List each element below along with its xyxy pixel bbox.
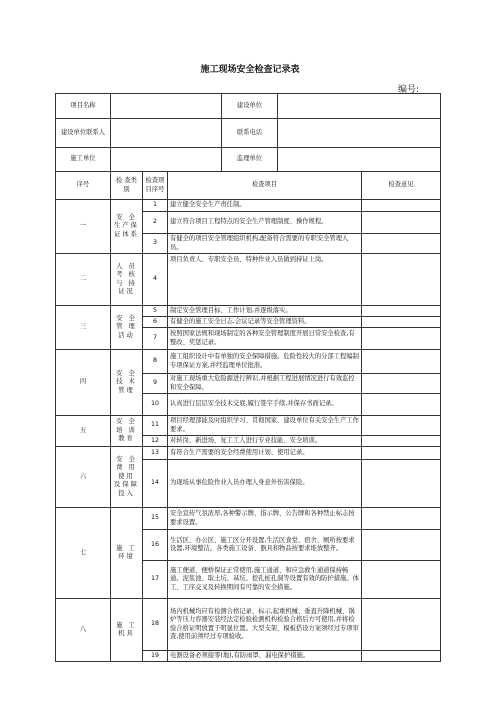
item-no: 3 — [143, 234, 168, 254]
category-seq: 一 — [56, 200, 111, 254]
item-no: 8 — [143, 350, 168, 374]
category-name: 安 全费 用使用 及保障 投入 — [111, 447, 143, 508]
category-name: 安 全生产保 证体系 — [111, 200, 143, 254]
item-no: 17 — [143, 561, 168, 599]
build-unit-value[interactable] — [278, 94, 441, 119]
item-text: 安全宣传气氛浓厚,各种警示牌、指示牌、公告牌和各种禁止标志按要求设置。 — [168, 508, 362, 530]
item-no: 4 — [143, 254, 168, 306]
item-opinion[interactable] — [362, 374, 441, 394]
header-seq: 序号 — [56, 172, 111, 200]
item-no: 14 — [143, 460, 168, 508]
item-no: 18 — [143, 599, 168, 651]
category-seq: 八 — [56, 599, 111, 662]
build-contact-value[interactable] — [111, 119, 222, 148]
item-text: 项目负责人、专职安全员、特种作业人员做到持证上岗。 — [168, 254, 362, 306]
item-text: 为现场从事危险作业人员办理人身意外伤害保险。 — [168, 460, 362, 508]
item-opinion[interactable] — [362, 254, 441, 306]
supervision-unit-label: 监理单位 — [222, 148, 278, 172]
item-text: 有健全的施工安全日志,会议记录等安全管理资料。 — [168, 317, 362, 328]
item-no: 1 — [143, 200, 168, 212]
category-name: 安 全培 训教育 — [111, 416, 143, 447]
item-text: 对施工现场重大危险源进行辨识,并根据工程进展情况进行有效监控和安全保障。 — [168, 374, 362, 394]
header-item-no: 检查项目序号 — [143, 172, 168, 200]
phone-label: 联系电话 — [222, 119, 278, 148]
item-opinion[interactable] — [362, 508, 441, 530]
item-text: 施工便道、便桥保证正常使用,施工通道、和应急救生通道保持畅通。泥浆池、取土坑、基坑、挖孔桩孔洞等设置有效的防护措施。体工、工序交叉及转换期间有可靠的安全措施。 — [168, 561, 362, 599]
item-no: 12 — [143, 436, 168, 447]
item-text: 对转岗、新进场、复工工人进行专业技能、安全培训。 — [168, 436, 362, 447]
category-name: 施 工机具 — [111, 599, 143, 662]
category-seq: 七 — [56, 508, 111, 599]
item-text: 建立健全安全生产责任制。 — [168, 200, 362, 212]
item-no: 16 — [143, 530, 168, 561]
item-text: 按照国家法规和现场制定的各种安全管理制度开展日常安全检查,有整改、奖惩记录。 — [168, 328, 362, 350]
category-seq: 五 — [56, 416, 111, 447]
item-opinion[interactable] — [362, 350, 441, 374]
item-opinion[interactable] — [362, 306, 441, 317]
header-category: 检 查类别 — [111, 172, 143, 200]
category-seq: 六 — [56, 447, 111, 508]
item-no: 10 — [143, 394, 168, 416]
item-text: 施工组织设计中有单独的安全保障措施。危险性较大的分部工程编制专项保证方案,并经监理单位批准。 — [168, 350, 362, 374]
header-opinion: 检查意见 — [362, 172, 441, 200]
document-number-label: 编号: — [398, 85, 420, 95]
item-opinion[interactable] — [362, 328, 441, 350]
project-name-value[interactable] — [111, 94, 222, 119]
item-text: 生活区、办公区、施工区分开设置,生活区食堂、宿舍、厕所按要求设置,环境整洁。各类施工设备、器具和物品按要求堆放整齐。 — [168, 530, 362, 561]
supervision-unit-value[interactable] — [278, 148, 441, 172]
item-opinion[interactable] — [362, 651, 441, 662]
category-name: 施 工环境 — [111, 508, 143, 599]
safety-check-table — [55, 171, 441, 662]
item-opinion[interactable] — [362, 530, 441, 561]
item-no: 19 — [143, 651, 168, 662]
construction-unit-label: 施工单位 — [56, 148, 111, 172]
project-info-table — [55, 93, 441, 172]
item-no: 11 — [143, 416, 168, 436]
phone-value[interactable] — [278, 119, 441, 148]
item-opinion[interactable] — [362, 212, 441, 234]
item-text: 认真进行层层安全技术交底,履行签字手续,并保存书面记录。 — [168, 394, 362, 416]
item-text: 制定安全管理目标、工作计划,并逐级落实。 — [168, 306, 362, 317]
category-name: 安 全管 理活动 — [111, 306, 143, 350]
item-opinion[interactable] — [362, 394, 441, 416]
header-item: 检查项目 — [168, 172, 362, 200]
item-opinion[interactable] — [362, 416, 441, 436]
item-opinion[interactable] — [362, 460, 441, 508]
item-opinion[interactable] — [362, 561, 441, 599]
item-text: 场内机械均应有检测合格记录、标示,起重机械、垂直升降机械、锅炉等压力容器安装经法定检验检测机构检验合格后方可使用,并将检验合格证明放置于明显位置。大型支架、模板搭设方案须经过专项审查,使用前须经过专项验收。 — [168, 599, 362, 651]
item-text: 有符合生产需要的安全经费使用计划、使用记录。 — [168, 447, 362, 460]
item-opinion[interactable] — [362, 317, 441, 328]
project-name-label: 项目名称 — [56, 94, 111, 119]
item-no: 7 — [143, 328, 168, 350]
construction-unit-value[interactable] — [111, 148, 222, 172]
item-opinion[interactable] — [362, 447, 441, 460]
item-opinion[interactable] — [362, 599, 441, 651]
item-no: 5 — [143, 306, 168, 317]
item-text: 电器设备必须接零(地),有防雨罩、漏电保护措施。 — [168, 651, 362, 662]
item-text: 有健全的项目安全管理组织机构,配备符合需要的专职安全管理人员。 — [168, 234, 362, 254]
item-opinion[interactable] — [362, 436, 441, 447]
category-seq: 三 — [56, 306, 111, 350]
item-text: 建立符合项目工程特点的安全生产管理制度、操作规程。 — [168, 212, 362, 234]
document-title: 施工现场安全检查记录表 — [200, 65, 300, 75]
item-no: 2 — [143, 212, 168, 234]
item-opinion[interactable] — [362, 234, 441, 254]
category-name: 安 全技 术管理 — [111, 350, 143, 416]
item-no: 13 — [143, 447, 168, 460]
item-text: 项目经理部能及时组织学习、贯彻国家、建设单位有关安全生产工作要求。 — [168, 416, 362, 436]
item-no: 9 — [143, 374, 168, 394]
category-name: 人 员考 核与 持证况 — [111, 254, 143, 306]
item-opinion[interactable] — [362, 200, 441, 212]
build-contact-label: 建设单位联系人 — [56, 119, 111, 148]
build-unit-label: 建设单位 — [222, 94, 278, 119]
category-seq: 二 — [56, 254, 111, 306]
item-no: 6 — [143, 317, 168, 328]
category-seq: 四 — [56, 350, 111, 416]
item-no: 15 — [143, 508, 168, 530]
